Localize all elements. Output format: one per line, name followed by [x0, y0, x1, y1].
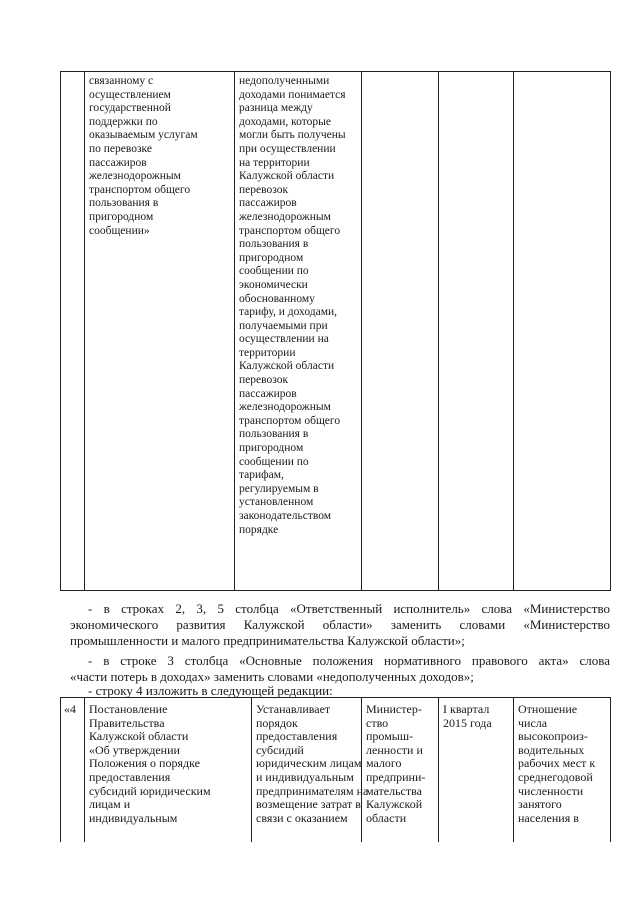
cell-line: Постановление [89, 702, 168, 716]
cell-line: мательства [366, 783, 422, 798]
cell-line: при осуществлении [239, 142, 336, 155]
cell-line: тарифу, и доходами, [239, 306, 338, 319]
cell-line: недополученными [239, 75, 330, 87]
col-act-name-cell [85, 72, 235, 591]
cell-line: I квартал [443, 702, 490, 716]
cell-line: связанному с [89, 75, 154, 87]
cell-line: железнодорожным [239, 401, 331, 414]
cell-line: численности [518, 783, 584, 798]
cell-line: пользования в [239, 238, 309, 251]
cell-line: числа [518, 715, 548, 730]
col-indicator-cell [514, 72, 611, 591]
act-name-text [85, 72, 234, 238]
cell-line: транспортом общего [239, 414, 341, 427]
cell-line: малого [366, 756, 402, 771]
cell-line: лицам и [89, 797, 131, 812]
col-executor-cell [362, 72, 439, 591]
paragraph-line: промышленности и малого предпринимательства Калужской области»; [70, 633, 465, 648]
cell-line: сообщении по [239, 265, 309, 278]
cell-line: «Об утверждении [89, 742, 180, 757]
cell-line: территории [239, 346, 296, 359]
paragraph-line: «части потерь в доходах» заменить словами «недополученных доходов»; [70, 669, 474, 684]
cell-line: получаемыми при [239, 319, 328, 332]
cell-line: железнодорожным [239, 210, 331, 223]
indicator-text [514, 698, 610, 825]
cell-line: населения в [518, 810, 579, 825]
cell-line: субсидий юридическим [89, 783, 211, 798]
cell-line: юридическим лицам [256, 756, 362, 771]
cell-line: перевозок [239, 374, 289, 387]
cell-line: перевозок [239, 183, 289, 196]
cell-line: законодательством [239, 510, 332, 522]
cell-line: транспортом общего [239, 224, 341, 237]
table-row [61, 698, 611, 843]
cell-line: осуществлением [89, 88, 171, 101]
cell-line: занятого [518, 797, 562, 812]
paragraph-1 [70, 601, 610, 649]
cell-line: сообщении по [239, 455, 309, 468]
cell-line: предприни- [366, 769, 426, 784]
cell-line: регулируемым в [239, 482, 319, 495]
cell-line: связи с оказанием [256, 810, 348, 825]
cell-line: пользования в [89, 197, 159, 210]
provisions-text [235, 72, 361, 537]
cell-line: пользования в [239, 428, 309, 441]
cell-line: возмещение затрат в [256, 797, 361, 812]
cell-line: транспортом общего [89, 183, 191, 196]
cell-line: экономически [239, 278, 308, 291]
cell-line: предоставления [256, 729, 338, 744]
paragraph-2 [70, 653, 610, 685]
row-number-cell [61, 698, 85, 843]
paragraph-line: - в строках 2, 3, 5 столбца «Ответственный исполнитель» слова «Министерство [88, 601, 610, 616]
cell-line: тарифам, [239, 469, 284, 482]
cell-line: Калужской [366, 797, 423, 812]
cell-line: порядок [256, 715, 298, 730]
cell-line: предоставления [89, 769, 171, 784]
cell-line: ленности и [366, 742, 423, 757]
cell-line: пригородном [89, 210, 154, 223]
cell-line: пригородном [239, 442, 304, 455]
cell-line: порядке [239, 523, 279, 536]
cell-line: обоснованному [239, 292, 315, 305]
cell-line: Отношение [518, 702, 578, 716]
cell-line: пригородном [239, 251, 304, 264]
cell-line: промыш- [366, 729, 414, 744]
col-provisions-cell [235, 72, 362, 591]
cell-line: области [366, 810, 407, 825]
executor-cell [362, 698, 439, 843]
act-name-text [85, 698, 251, 825]
cell-line: и индивидуальным [256, 769, 354, 784]
cell-line: осуществлении на [239, 333, 329, 346]
paragraph-line: экономического развития Калужской области» заменить словами «Министерство [70, 617, 610, 632]
cell-line: Министер- [366, 702, 422, 716]
cell-line: государственной [89, 102, 171, 115]
new-row-table [60, 697, 611, 842]
cell-line: пассажиров [239, 197, 297, 210]
indicator-cell [514, 698, 611, 843]
act-name-cell [85, 698, 252, 843]
cell-line: железнодорожным [89, 170, 181, 183]
col-number-cell [61, 72, 85, 591]
cell-line: Калужской области [239, 360, 335, 373]
cell-line: сообщении» [89, 224, 150, 237]
cell-line: оказываемым услугам [89, 129, 198, 142]
cell-line: доходами понимается [239, 88, 346, 101]
paragraph-line: - строку 4 изложить в следующей редакции: [88, 683, 333, 698]
cell-line: индивидуальным [89, 810, 178, 825]
col-deadline-cell [439, 72, 514, 591]
cell-line: субсидий [256, 742, 304, 757]
cell-line: пассажиров [239, 387, 297, 400]
cell-line: могли быть получены [239, 129, 346, 142]
cell-line: на территории [239, 156, 310, 169]
cell-line: Устанавливает [256, 702, 331, 716]
provisions-cell [252, 698, 369, 843]
cell-line: поддержки по [89, 115, 158, 128]
cell-line: среднегодовой [518, 769, 593, 784]
cell-line: Калужской области [239, 170, 335, 183]
cell-line: Положения о порядке [89, 756, 200, 771]
cell-line: разница между [239, 102, 313, 115]
deadline-cell [439, 698, 514, 843]
executor-text [362, 698, 438, 825]
row-number: «4 [64, 702, 76, 716]
table-row [61, 72, 611, 591]
provisions-text [252, 698, 369, 825]
cell-line: рабочих мест к [518, 756, 596, 771]
cell-line: высокопроиз- [518, 729, 588, 744]
cell-line: по перевозке [89, 142, 152, 155]
cell-line: доходами, которые [239, 115, 331, 128]
continuation-table [60, 71, 611, 591]
cell-line: Правительства [89, 715, 165, 730]
cell-line: пассажиров [89, 156, 147, 169]
cell-line: водительных [518, 742, 585, 757]
cell-line: 2015 года [443, 715, 492, 730]
cell-line: Калужской области [89, 729, 189, 744]
cell-line: предпринимателям на [256, 783, 369, 798]
cell-line: ство [366, 715, 389, 730]
paragraph-line: - в строке 3 столбца «Основные положения нормативного правового акта» слова [88, 653, 610, 668]
deadline-text [439, 698, 513, 730]
cell-line: установленном [239, 496, 314, 509]
